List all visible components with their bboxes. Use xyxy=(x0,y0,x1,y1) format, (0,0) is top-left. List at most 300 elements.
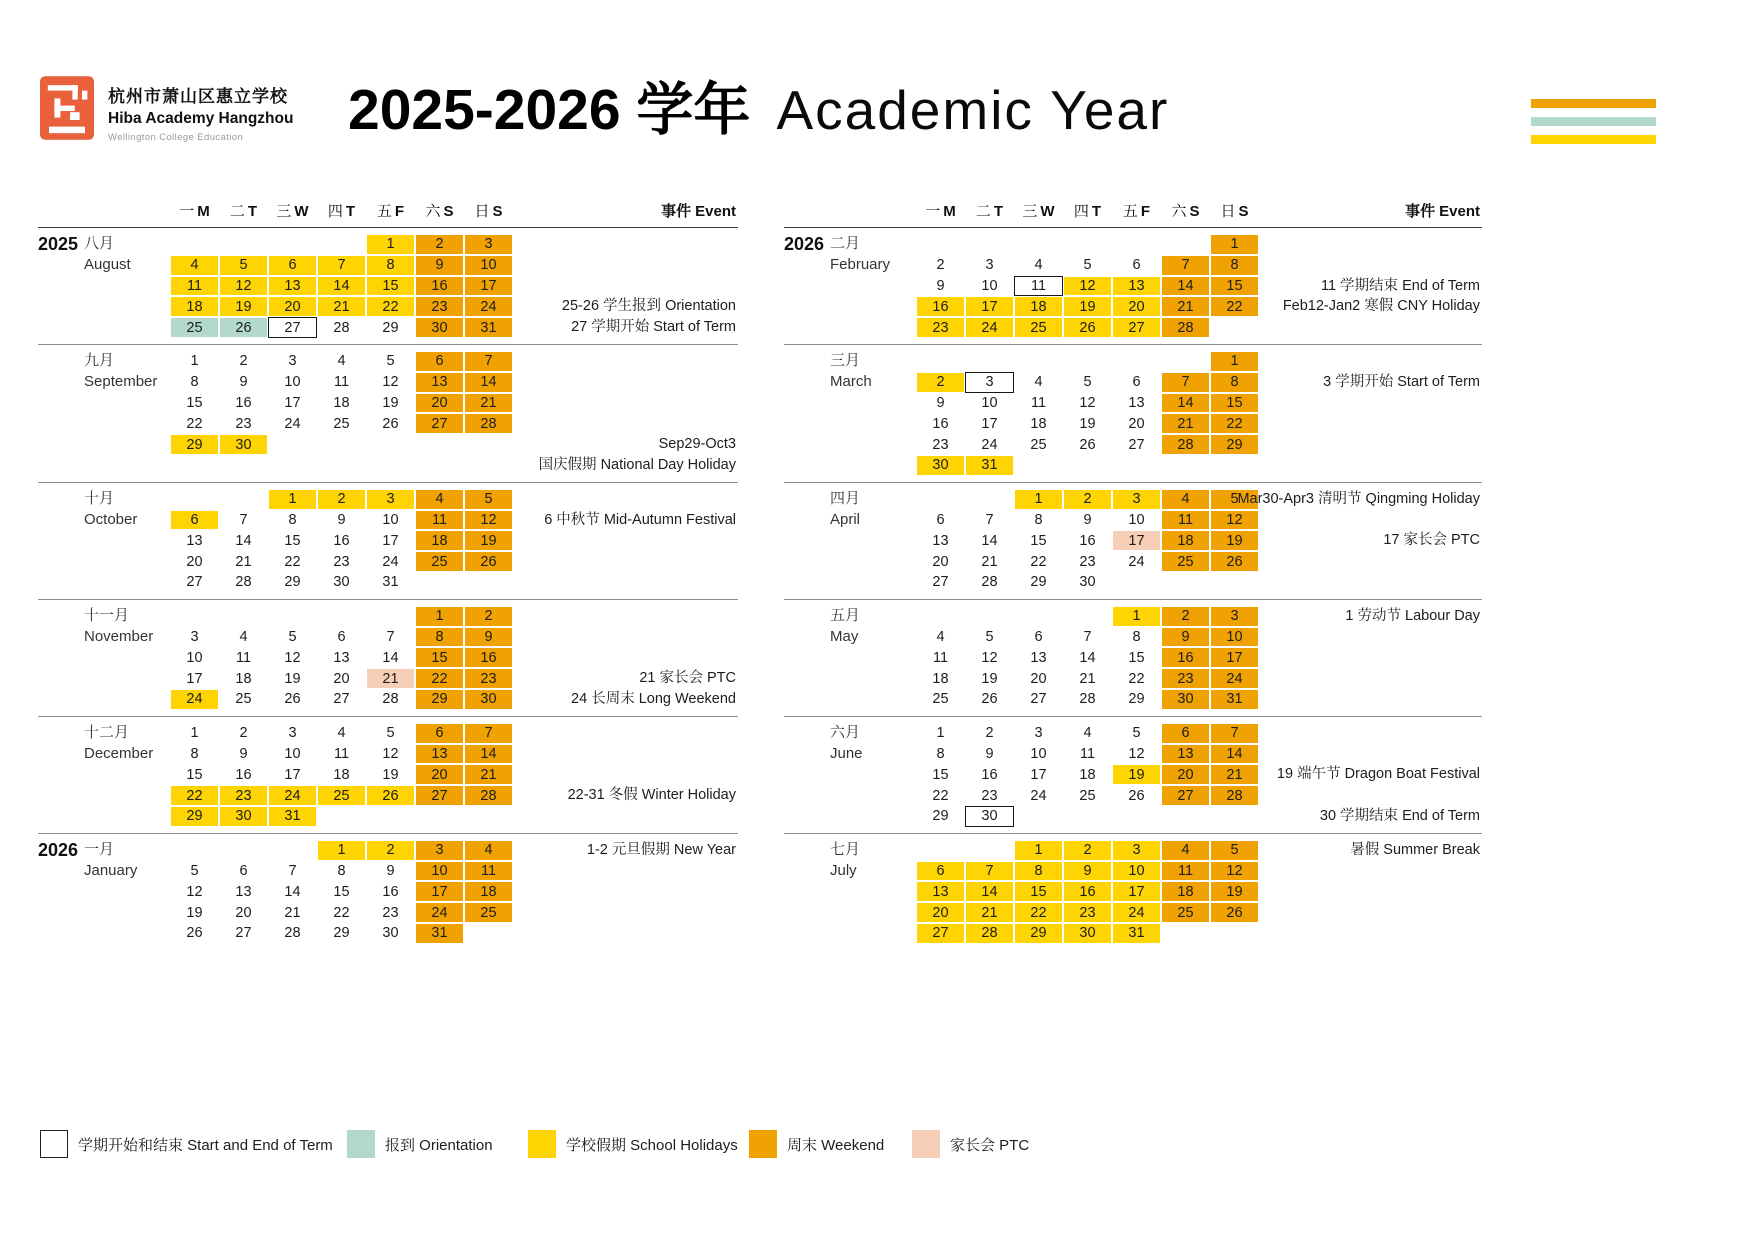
day-cell: 13 xyxy=(1112,276,1161,297)
day-cell: 11 xyxy=(1161,861,1210,882)
day-cell: 12 xyxy=(1128,745,1145,762)
day-cell: 29 xyxy=(932,808,949,825)
day-cell: 16 xyxy=(932,415,949,432)
day-cell: 17 xyxy=(965,296,1014,317)
day-cell: 27 xyxy=(235,925,252,942)
month-name-zh: 四月 xyxy=(830,489,861,507)
day-cell: 30 xyxy=(916,455,965,476)
month-name-en: January xyxy=(84,861,138,879)
day-cell: 19 xyxy=(1063,296,1112,317)
page-title-zh: 2025-2026 学年 xyxy=(348,78,751,142)
month-label xyxy=(84,489,170,593)
day-cell: 30 xyxy=(1161,689,1210,710)
events-column xyxy=(513,351,738,476)
events-column xyxy=(1259,606,1482,710)
event-text: Feb12-Jan2 寒假 CNY Holiday xyxy=(1282,298,1480,315)
weekday-en: T xyxy=(1091,203,1102,220)
day-cell: 5 xyxy=(190,862,199,879)
month-label xyxy=(84,840,170,944)
day-cell: 1 xyxy=(1112,606,1161,627)
legend xyxy=(0,1130,1754,1164)
legend-label-term: 学期开始和结束 Start and End of Term xyxy=(78,1136,333,1154)
day-cell: 15 xyxy=(333,883,350,900)
day-cell: 22 xyxy=(1014,902,1063,923)
day-cell: 28 xyxy=(1161,434,1210,455)
day-cell: 3 xyxy=(464,234,513,255)
event-text: Sep29-Oct3 xyxy=(658,436,736,453)
day-cell: 25 xyxy=(170,317,219,338)
day-cell: 31 xyxy=(965,455,1014,476)
month-name-en: December xyxy=(84,744,154,762)
day-cell: 11 xyxy=(932,649,949,666)
month-label xyxy=(830,351,916,476)
weekday-en: T xyxy=(247,203,258,220)
day-cell: 18 xyxy=(235,670,252,687)
day-cell: 9 xyxy=(1063,861,1112,882)
day-cell: 12 xyxy=(1063,276,1112,297)
event-text: 暑假 Summer Break xyxy=(1350,841,1480,858)
day-cell: 27 xyxy=(932,574,949,591)
month-label xyxy=(84,723,170,827)
day-cell: 3 xyxy=(1112,489,1161,510)
day-cell: 26 xyxy=(464,551,513,572)
weekday-zh: 一 xyxy=(925,203,941,220)
weekday-header xyxy=(317,200,366,221)
weekday-header xyxy=(415,200,464,221)
day-cell: 4 xyxy=(1034,257,1043,274)
day-cell: 2 xyxy=(415,234,464,255)
month-august xyxy=(38,228,738,345)
day-cell: 16 xyxy=(333,532,350,549)
day-cell: 16 xyxy=(916,296,965,317)
events-column xyxy=(513,840,738,944)
event-text: 11 学期结束 End of Term xyxy=(1320,277,1480,294)
day-cell: 20 xyxy=(415,393,464,414)
month-label xyxy=(84,351,170,476)
legend-item-holiday xyxy=(528,1130,738,1158)
day-cell: 4 xyxy=(337,725,346,742)
weekday-zh: 四 xyxy=(327,203,343,220)
legend-swatch-ptc xyxy=(912,1130,940,1158)
day-cell: 15 xyxy=(186,766,203,783)
day-cell: 29 xyxy=(382,319,399,336)
event-text: 22-31 冬假 Winter Holiday xyxy=(567,787,736,804)
day-cell: 2 xyxy=(1063,489,1112,510)
day-cell: 19 xyxy=(1210,881,1259,902)
legend-label-holiday: 学校假期 School Holidays xyxy=(566,1136,738,1154)
day-cell: 21 xyxy=(981,553,998,570)
day-cell: 30 xyxy=(219,806,268,827)
day-cell: 23 xyxy=(219,785,268,806)
weekday-zh: 二 xyxy=(975,203,991,220)
calendar-column-right xyxy=(784,200,1482,950)
weekday-zh: 六 xyxy=(425,203,441,220)
day-cell: 25 xyxy=(415,551,464,572)
day-cell: 15 xyxy=(1014,881,1063,902)
event-header-en: Event xyxy=(695,203,736,220)
day-cell: 20 xyxy=(1161,764,1210,785)
weeks-grid xyxy=(916,723,1259,827)
day-cell: 21 xyxy=(235,553,252,570)
day-cell: 1 xyxy=(268,489,317,510)
day-cell: 15 xyxy=(932,766,949,783)
decorative-stripes xyxy=(1531,99,1656,144)
weekday-zh: 日 xyxy=(474,203,490,220)
year-label xyxy=(38,723,84,827)
weeks-grid xyxy=(170,489,513,593)
school-name-en: Hiba Academy Hangzhou xyxy=(108,110,294,127)
event-header-en: Event xyxy=(1439,203,1480,220)
day-cell: 23 xyxy=(1161,668,1210,689)
weeks-grid xyxy=(170,606,513,710)
day-cell: 20 xyxy=(932,553,949,570)
day-cell: 17 xyxy=(464,276,513,297)
day-cell: 23 xyxy=(981,787,998,804)
weekday-header xyxy=(1210,200,1259,221)
day-cell: 4 xyxy=(239,628,248,645)
day-cell: 1 xyxy=(190,353,199,370)
day-cell: 20 xyxy=(415,764,464,785)
weeks-grid xyxy=(916,840,1259,944)
day-cell: 31 xyxy=(268,806,317,827)
legend-label-ptc: 家长会 PTC xyxy=(950,1136,1030,1154)
day-cell: 26 xyxy=(186,925,203,942)
day-cell: 27 xyxy=(268,317,317,338)
day-cell: 17 xyxy=(1210,647,1259,668)
legend-item-ptc xyxy=(912,1130,1029,1158)
month-label xyxy=(830,489,916,593)
day-cell: 3 xyxy=(1034,725,1043,742)
weekday-zh: 日 xyxy=(1220,203,1236,220)
day-cell: 19 xyxy=(981,670,998,687)
day-cell: 22 xyxy=(186,415,203,432)
day-cell: 28 xyxy=(1079,691,1096,708)
day-cell: 10 xyxy=(415,861,464,882)
day-cell: 7 xyxy=(965,861,1014,882)
day-cell: 3 xyxy=(288,353,297,370)
day-cell: 18 xyxy=(1079,766,1096,783)
day-cell: 3 xyxy=(985,257,994,274)
day-cell: 29 xyxy=(170,434,219,455)
day-cell: 5 xyxy=(1210,840,1259,861)
weekday-header xyxy=(219,200,268,221)
day-cell: 10 xyxy=(981,277,998,294)
day-cell: 4 xyxy=(1161,840,1210,861)
event-text: 24 长周末 Long Weekend xyxy=(571,690,736,707)
weekday-header xyxy=(1063,200,1112,221)
day-cell: 30 xyxy=(1063,923,1112,944)
stripe-yellow xyxy=(1531,135,1656,144)
day-cell: 19 xyxy=(382,394,399,411)
day-cell: 29 xyxy=(1128,691,1145,708)
day-cell: 16 xyxy=(464,647,513,668)
weekday-header-row xyxy=(784,200,1482,228)
day-cell: 17 xyxy=(1030,766,1047,783)
day-cell: 15 xyxy=(1128,649,1145,666)
day-cell: 10 xyxy=(1112,861,1161,882)
day-cell: 27 xyxy=(1030,691,1047,708)
weekday-en: S xyxy=(492,203,503,220)
day-cell: 11 xyxy=(235,649,252,666)
day-cell: 13 xyxy=(415,372,464,393)
month-label xyxy=(830,723,916,827)
day-cell: 1 xyxy=(1014,489,1063,510)
day-cell: 27 xyxy=(415,785,464,806)
day-cell: 25 xyxy=(932,691,949,708)
day-cell: 7 xyxy=(386,628,395,645)
day-cell: 20 xyxy=(186,553,203,570)
day-cell: 13 xyxy=(1128,394,1145,411)
weekday-zh: 一 xyxy=(179,203,195,220)
school-logo-icon xyxy=(40,76,94,140)
day-cell: 14 xyxy=(284,883,301,900)
day-cell: 25 xyxy=(1014,317,1063,338)
day-cell: 28 xyxy=(382,691,399,708)
day-cell: 25 xyxy=(1161,551,1210,572)
day-cell: 19 xyxy=(464,530,513,551)
day-cell: 13 xyxy=(333,649,350,666)
legend-swatch-holiday xyxy=(528,1130,556,1158)
day-cell: 17 xyxy=(981,415,998,432)
event-text: 1 劳动节 Labour Day xyxy=(1345,607,1480,624)
day-cell: 22 xyxy=(284,553,301,570)
day-cell: 19 xyxy=(1112,764,1161,785)
month-name-zh: 六月 xyxy=(830,723,861,741)
event-text: 27 学期开始 Start of Term xyxy=(571,319,736,336)
day-cell: 5 xyxy=(386,725,395,742)
month-name-en: July xyxy=(830,861,857,879)
day-cell: 2 xyxy=(239,725,248,742)
day-cell: 27 xyxy=(333,691,350,708)
day-cell: 13 xyxy=(186,532,203,549)
day-cell: 9 xyxy=(386,862,395,879)
day-cell: 10 xyxy=(1128,511,1145,528)
day-cell: 31 xyxy=(1210,689,1259,710)
day-cell: 15 xyxy=(1030,532,1047,549)
day-cell: 4 xyxy=(1083,725,1092,742)
day-cell: 23 xyxy=(916,317,965,338)
day-cell: 7 xyxy=(464,351,513,372)
day-cell: 4 xyxy=(936,628,945,645)
day-cell: 8 xyxy=(1014,861,1063,882)
school-name-zh: 杭州市萧山区惠立学校 xyxy=(108,87,288,106)
day-cell: 26 xyxy=(1079,436,1096,453)
day-cell: 8 xyxy=(1210,372,1259,393)
day-cell: 18 xyxy=(1030,415,1047,432)
day-cell: 30 xyxy=(219,434,268,455)
day-cell: 13 xyxy=(1030,649,1047,666)
day-cell: 20 xyxy=(916,902,965,923)
month-label xyxy=(830,840,916,944)
events-column xyxy=(1237,489,1482,593)
school-logo-text xyxy=(108,76,293,143)
day-cell: 21 xyxy=(1161,413,1210,434)
day-cell: 21 xyxy=(366,668,415,689)
year-label xyxy=(784,840,830,944)
month-name-zh: 九月 xyxy=(84,352,115,369)
legend-swatch-weekend xyxy=(749,1130,777,1158)
day-cell: 23 xyxy=(382,904,399,921)
day-cell: 19 xyxy=(284,670,301,687)
month-march xyxy=(784,345,1482,483)
weekday-zh: 六 xyxy=(1171,203,1187,220)
day-cell: 19 xyxy=(219,296,268,317)
event-text: 1-2 元旦假期 New Year xyxy=(586,841,736,858)
day-cell: 12 xyxy=(1210,861,1259,882)
month-name-en: February xyxy=(830,255,891,273)
calendar-column-left xyxy=(38,200,738,950)
day-cell: 5 xyxy=(288,628,297,645)
day-cell: 9 xyxy=(239,374,248,391)
day-cell: 10 xyxy=(186,649,203,666)
day-cell: 29 xyxy=(1014,923,1063,944)
day-cell: 30 xyxy=(382,925,399,942)
day-cell: 29 xyxy=(333,925,350,942)
day-cell: 9 xyxy=(415,255,464,276)
events-column xyxy=(513,234,738,338)
weekday-header-row xyxy=(38,200,738,228)
event-text: 17 家长会 PTC xyxy=(1383,532,1480,549)
legend-label-weekend: 周末 Weekend xyxy=(787,1136,885,1154)
day-cell: 4 xyxy=(337,353,346,370)
day-cell: 2 xyxy=(916,372,965,393)
day-cell: 27 xyxy=(1161,785,1210,806)
event-text: Mar30-Apr3 清明节 Qingming Holiday xyxy=(1237,490,1480,507)
day-cell: 22 xyxy=(415,668,464,689)
day-cell: 7 xyxy=(1210,723,1259,744)
day-cell: 5 xyxy=(985,628,994,645)
event-text: 21 家长会 PTC xyxy=(639,670,736,687)
day-cell: 25 xyxy=(317,785,366,806)
day-cell: 11 xyxy=(333,374,350,391)
year-label xyxy=(784,723,830,827)
day-cell: 28 xyxy=(464,413,513,434)
month-name-en: April xyxy=(830,510,861,528)
day-cell: 12 xyxy=(219,276,268,297)
day-cell: 17 xyxy=(284,394,301,411)
day-cell: 18 xyxy=(1161,530,1210,551)
month-january xyxy=(38,834,738,950)
month-label xyxy=(830,606,916,710)
month-november xyxy=(38,600,738,717)
day-cell: 2 xyxy=(366,840,415,861)
day-cell: 11 xyxy=(464,861,513,882)
day-cell: 21 xyxy=(284,904,301,921)
month-name-en: August xyxy=(84,255,131,273)
day-cell: 12 xyxy=(284,649,301,666)
day-cell: 8 xyxy=(190,374,199,391)
events-column xyxy=(513,606,738,710)
day-cell: 24 xyxy=(464,296,513,317)
day-cell: 20 xyxy=(1112,296,1161,317)
day-cell: 15 xyxy=(1210,393,1259,414)
day-cell: 1 xyxy=(936,725,945,742)
day-cell: 5 xyxy=(1210,489,1259,510)
day-cell: 26 xyxy=(1128,787,1145,804)
month-name-en: May xyxy=(830,627,859,645)
weeks-grid xyxy=(170,840,513,944)
month-label xyxy=(84,606,170,710)
weeks-grid xyxy=(916,234,1259,338)
weeks-grid xyxy=(916,351,1259,476)
day-cell: 17 xyxy=(186,670,203,687)
day-cell: 18 xyxy=(170,296,219,317)
day-cell: 10 xyxy=(464,255,513,276)
day-cell: 7 xyxy=(317,255,366,276)
day-cell: 22 xyxy=(1210,413,1259,434)
day-cell: 13 xyxy=(1161,744,1210,765)
event-text: 19 端午节 Dragon Boat Festival xyxy=(1276,766,1480,783)
weekday-header xyxy=(268,200,317,221)
day-cell: 17 xyxy=(415,881,464,902)
day-cell: 9 xyxy=(936,277,945,294)
weekday-en: M xyxy=(197,203,210,220)
day-cell: 1 xyxy=(317,840,366,861)
legend-label-orientation: 报到 Orientation xyxy=(385,1136,493,1154)
day-cell: 29 xyxy=(170,806,219,827)
day-cell: 24 xyxy=(382,553,399,570)
day-cell: 12 xyxy=(1210,510,1259,531)
month-name-en: June xyxy=(830,744,863,762)
day-cell: 6 xyxy=(1132,374,1141,391)
weeks-grid xyxy=(916,489,1259,593)
day-cell: 10 xyxy=(1210,627,1259,648)
day-cell: 16 xyxy=(1079,532,1096,549)
day-cell: 21 xyxy=(464,393,513,414)
weekday-header xyxy=(916,200,965,221)
day-cell: 5 xyxy=(1083,257,1092,274)
day-cell: 31 xyxy=(382,574,399,591)
month-february xyxy=(784,228,1482,345)
day-cell: 22 xyxy=(170,785,219,806)
month-label xyxy=(830,234,916,338)
day-cell: 16 xyxy=(1063,881,1112,902)
day-cell: 6 xyxy=(1034,628,1043,645)
year-label xyxy=(784,351,830,476)
day-cell: 9 xyxy=(1083,511,1092,528)
weekday-header xyxy=(965,200,1014,221)
day-cell: 26 xyxy=(382,415,399,432)
weeks-grid xyxy=(170,351,513,476)
day-cell: 13 xyxy=(932,532,949,549)
day-cell: 18 xyxy=(1014,296,1063,317)
day-cell: 17 xyxy=(284,766,301,783)
day-cell: 25 xyxy=(1161,902,1210,923)
day-cell: 20 xyxy=(333,670,350,687)
day-cell: 8 xyxy=(1132,628,1141,645)
day-cell: 22 xyxy=(1030,553,1047,570)
day-cell: 17 xyxy=(382,532,399,549)
month-october xyxy=(38,483,738,600)
day-cell: 15 xyxy=(284,532,301,549)
day-cell: 26 xyxy=(1210,902,1259,923)
day-cell: 24 xyxy=(1112,902,1161,923)
month-name-zh: 七月 xyxy=(830,840,861,858)
month-name-en: November xyxy=(84,627,154,645)
weekday-en: S xyxy=(1238,203,1249,220)
events-column xyxy=(1259,723,1482,827)
day-cell: 13 xyxy=(235,883,252,900)
weekday-zh: 二 xyxy=(229,203,245,220)
day-cell: 24 xyxy=(965,317,1014,338)
events-column xyxy=(513,723,738,827)
day-cell: 31 xyxy=(415,923,464,944)
day-cell: 8 xyxy=(337,862,346,879)
weekday-zh: 三 xyxy=(1022,203,1038,220)
month-name-en: March xyxy=(830,372,872,390)
day-cell: 3 xyxy=(288,725,297,742)
day-cell: 6 xyxy=(337,628,346,645)
